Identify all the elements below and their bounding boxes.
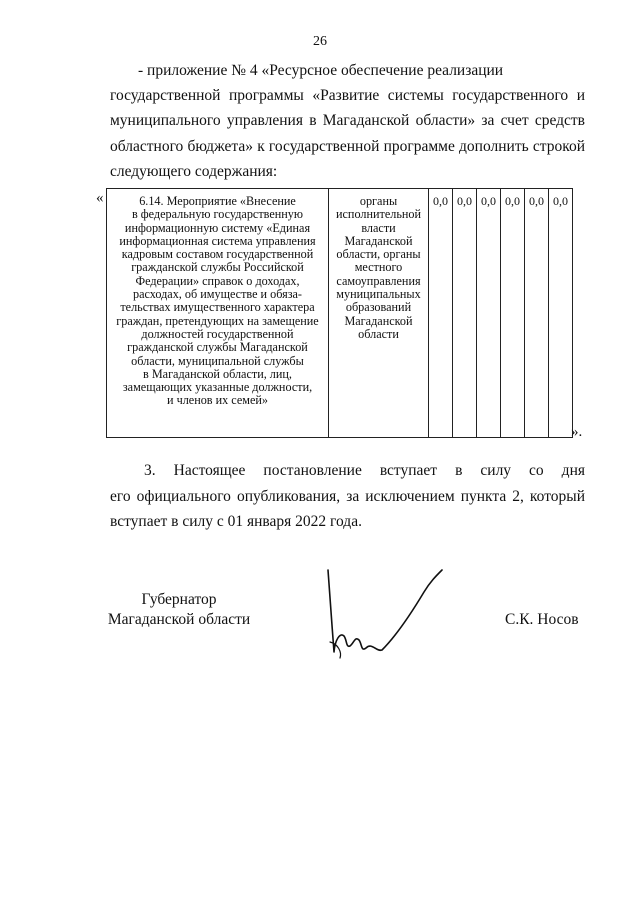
executor-line: муниципальных [336,287,421,302]
signatory-title [104,590,254,630]
executor-line: самоуправления [336,273,421,288]
executor-line: области [358,326,399,341]
page-number: 26 [313,34,327,49]
value-cell: 0,0 [501,189,525,438]
table-row [107,189,573,438]
intro-rest: государственной программы «Развитие системы государственного и муниципального управления в Магаданской области» за счет средств областного бюджета» к государственной программе дополнить строкой следующего содержания: [110,87,585,180]
signatory-title-line1: Губернатор [141,591,217,608]
executor-line: власти [361,220,396,235]
executor-cell [329,189,429,438]
activity-line: области, муниципальной службы [131,353,304,368]
appendix-table-row [106,188,573,438]
activity-line: информационная система управления [119,233,316,248]
quote-open: « [96,190,104,206]
value-cell: 0,0 [549,189,573,438]
executor-line: образований [345,300,412,315]
signatory-title-line2: Магаданской области [107,611,251,628]
intro-first-line: - приложение № 4 «Ресурсное обеспечение реализации [138,62,504,79]
activity-line: Федерации» справок о доходах, [135,273,300,288]
executor-line: Магаданской [344,233,413,248]
executor-line: Магаданской [344,313,413,328]
activity-cell [107,189,329,438]
executor-line: области, органы [336,247,421,262]
value-cell: 0,0 [453,189,477,438]
effective-date-paragraph [110,458,585,535]
paragraph-first-line: 3. Настоящее постановление вступает в силу со дня [144,462,585,479]
intro-paragraph [110,58,585,184]
activity-line: гражданской службы Российской [131,260,304,275]
activity-line: расходах, об имуществе и обяза- [132,287,302,302]
activity-line: граждан, претендующих на замещение [116,313,319,328]
activity-line: тельствах имущественного характера [120,300,315,315]
activity-line: и членов их семей» [167,393,268,408]
executor-line: органы [359,194,398,208]
handwritten-signature [320,540,450,680]
activity-line: гражданской службы Магаданской [127,340,308,355]
value-cell: 0,0 [525,189,549,438]
value-cell: 0,0 [429,189,453,438]
signatory-name: С.К. Носов [505,611,579,628]
activity-line: замещающих указанные должности, [122,380,313,395]
quote-close: ». [571,424,583,440]
executor-line: исполнительной [335,207,422,222]
activity-line: должностей государственной [141,326,294,341]
paragraph-rest: его официального опубликования, за исключением пункта 2, который вступает в силу с 01 января 2022 года. [110,487,585,530]
activity-line: 6.14. Мероприятие «Внесение [139,194,296,208]
activity-line: кадровым составом государственной [121,247,314,262]
value-cell: 0,0 [477,189,501,438]
activity-line: в Магаданской области, лиц, [143,366,292,381]
activity-line: информационную систему «Единая [124,220,311,235]
executor-line: местного [354,260,403,275]
activity-line: в федеральную государственную [131,207,304,222]
